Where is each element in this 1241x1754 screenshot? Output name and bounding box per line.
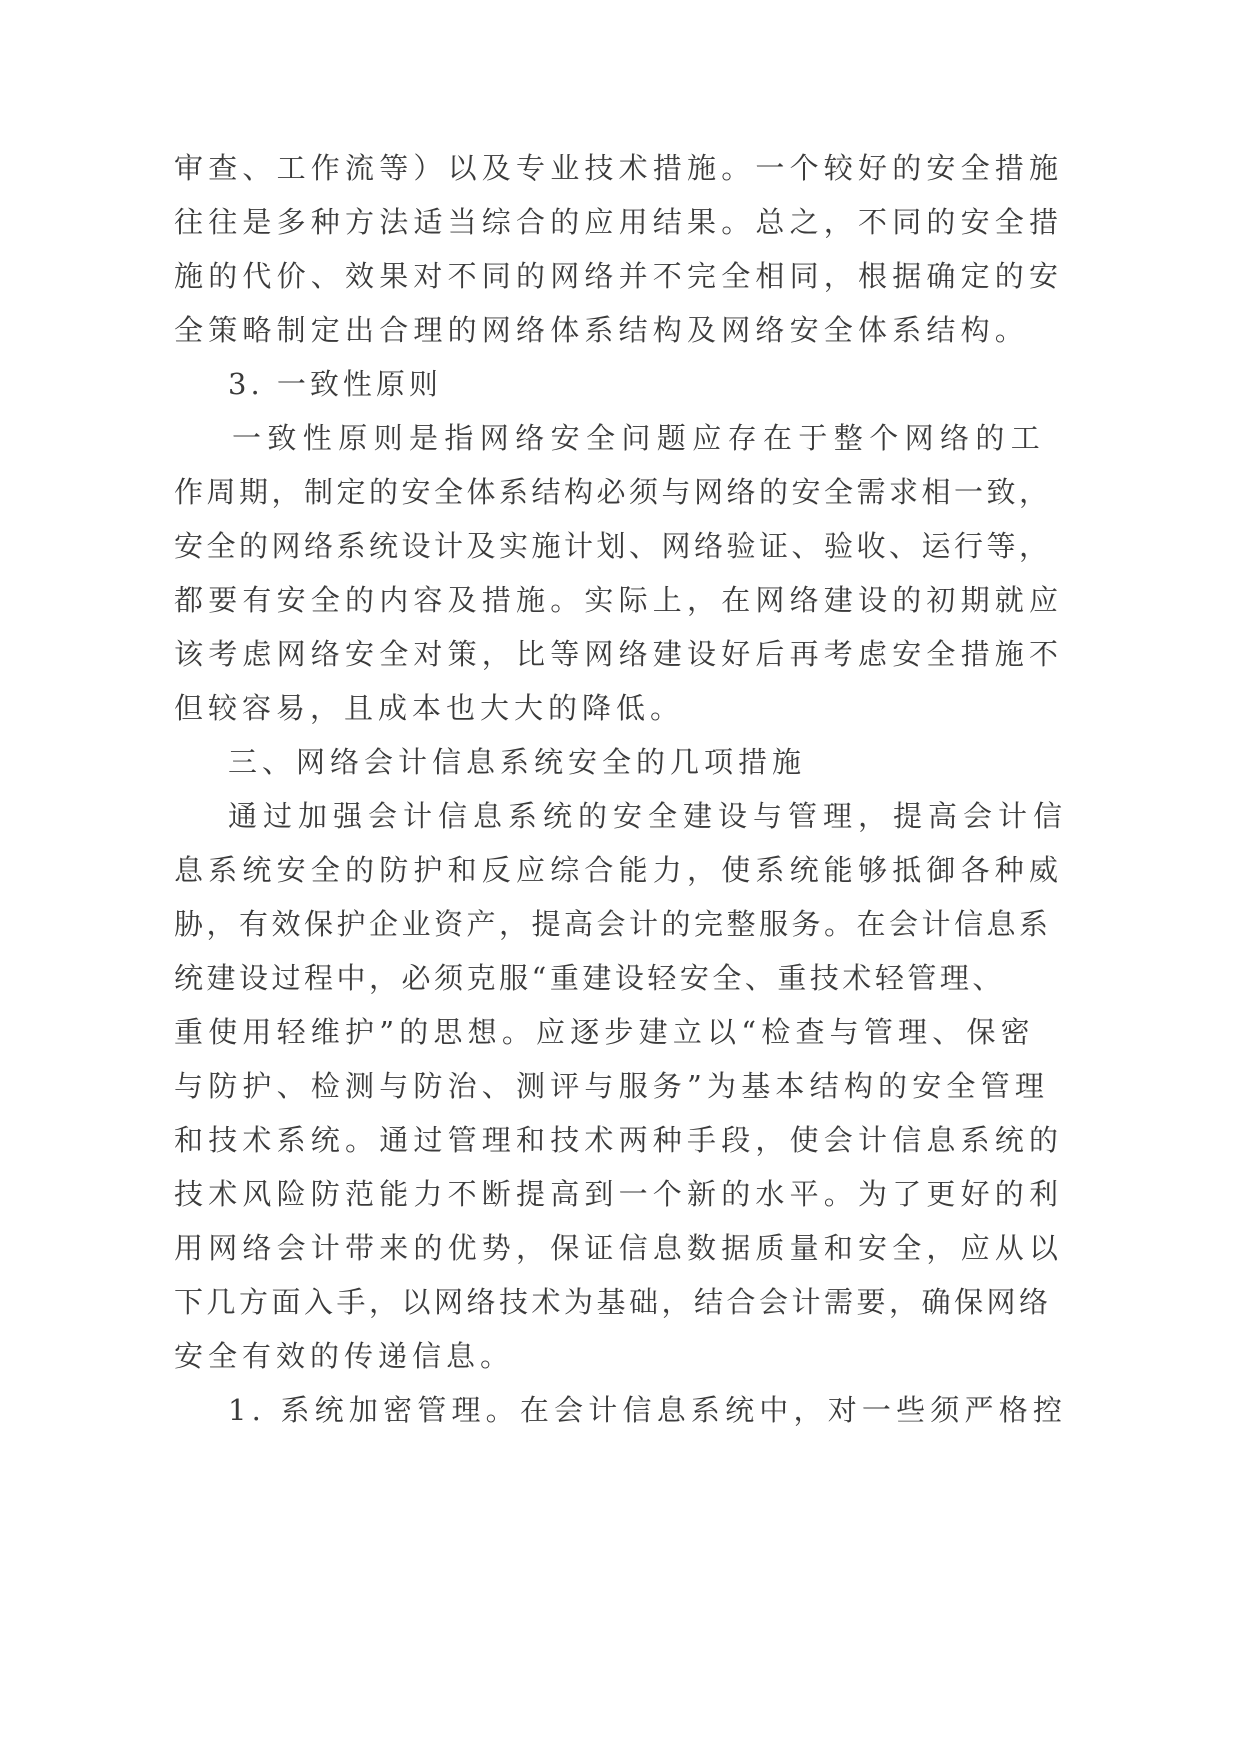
text-line: 技术风险防范能力不断提高到一个新的水平。为了更好的利: [174, 1177, 1064, 1211]
text-line: 全策略制定出合理的网络体系结构及网络安全体系结构。: [174, 313, 1030, 347]
text-line: 一致性原则是指网络安全问题应存在于整个网络的工: [232, 421, 1047, 455]
text-line: 1. 系统加密管理。在会计信息系统中，对一些须严格控: [228, 1393, 1068, 1427]
text-line: 施的代价、效果对不同的网络并不完全相同，根据确定的安: [174, 259, 1064, 293]
text-line: 往往是多种方法适当综合的应用结果。总之，不同的安全措: [174, 205, 1064, 239]
section-heading: 三、网络会计信息系统安全的几项措施: [228, 745, 807, 779]
text-line: 安全的网络系统设计及实施计划、网络验证、验收、运行等，: [174, 529, 1052, 563]
text-line: 重使用轻维护”的思想。应逐步建立以“检查与管理、保密: [174, 1015, 1035, 1049]
text-line: 通过加强会计信息系统的安全建设与管理，提高会计信: [228, 799, 1069, 833]
text-line: 审查、工作流等）以及专业技术措施。一个较好的安全措施: [174, 151, 1064, 185]
text-line: 胁，有效保护企业资产，提高会计的完整服务。在会计信息系: [174, 907, 1052, 941]
text-line: 安全有效的传递信息。: [174, 1339, 515, 1373]
text-line: 统建设过程中，必须克服“重建设轻安全、重技术轻管理、: [174, 961, 1005, 995]
text-line: 下几方面入手，以网络技术为基础，结合会计需要，确保网络: [174, 1285, 1052, 1319]
text-line: 和技术系统。通过管理和技术两种手段，使会计信息系统的: [174, 1123, 1064, 1157]
text-line: 与防护、检测与防治、测评与服务”为基本结构的安全管理: [174, 1069, 1050, 1103]
text-line: 都要有安全的内容及措施。实际上，在网络建设的初期就应: [174, 583, 1064, 617]
section-heading: 3. 一致性原则: [228, 367, 442, 401]
text-line: 用网络会计带来的优势，保证信息数据质量和安全，应从以: [174, 1231, 1064, 1265]
text-line: 作周期，制定的安全体系结构必须与网络的安全需求相一致，: [174, 475, 1052, 509]
text-line: 息系统安全的防护和反应综合能力，使系统能够抵御各种威: [174, 853, 1064, 887]
text-line: 但较容易，且成本也大大的降低。: [174, 691, 685, 725]
text-line: 该考虑网络安全对策，比等网络建设好后再考虑安全措施不: [174, 637, 1064, 671]
